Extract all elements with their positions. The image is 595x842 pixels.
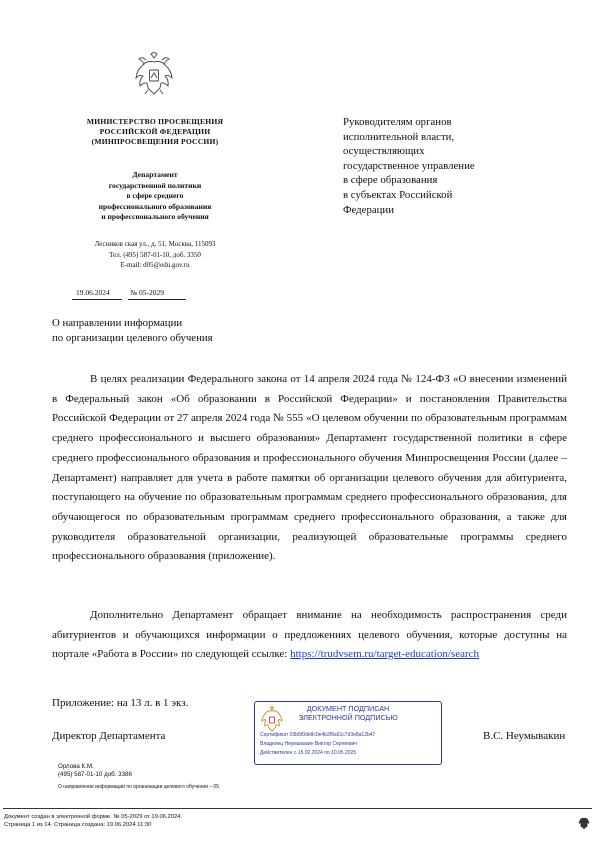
executor-phone: (495) 587-01-10 доб. 3386 [58, 771, 132, 778]
recipient-block [343, 115, 543, 217]
document-date: 19.06.2024 [76, 288, 110, 297]
ministry-line: МИНИСТЕРСТВО ПРОСВЕЩЕНИЯ [86, 117, 224, 126]
ministry-name [55, 117, 255, 147]
recipient-line: осуществляющих [343, 145, 425, 158]
recipient-line: исполнительной власти, [343, 130, 455, 143]
owner-line: Владелец Неумывакин Виктор Сергеевич [260, 741, 357, 747]
executor-note: О направлении информации по организации целевого обучения – 05 [58, 784, 219, 790]
letter-subject [52, 316, 213, 346]
email-line: E-mail: d05@edu.gov.ru [120, 261, 190, 269]
body-paragraph-1: В целях реализации Федерального закона от 14 апреля 2024 года № 124-ФЗ «О внесении изменений в Федеральный закон «Об образовании в Российской Федерации» и постановления Правительства Российской Федерации от 27 апреля 2024 года № 555 «О целевом обучении по образовательным программам среднего профессионального и высшего образования» Департамент государственной политики в сфере среднего профессионального образования и профессионального обучения Минпросвещения России (далее – Департамент) направляет для учета в работе памятки об организации целевого обучения для абитуриента, поступающего на обучение по образовательным программам среднего профессионального образования, для обучающегося по образовательным программам среднего профессионального образования, а также для руководителя образовательной организации, реализующей образовательные программы среднего профессионального образования (приложение). [52, 373, 567, 563]
director-title: Директор Департамента [52, 730, 166, 742]
address-line: Лесников ская ул., д. 51, Москва, 115093 [94, 240, 216, 248]
subject-line: О направлении информации [52, 317, 183, 329]
department-line: профессионального образования [98, 201, 212, 211]
recipient-line: в сфере образования [343, 174, 438, 187]
stamp-title [255, 705, 441, 722]
ministry-line: РОССИЙСКОЙ ФЕДЕРАЦИИ [99, 127, 211, 136]
certificate-line: Сертификат 03b5f0de8c0e4b2f9a61c7d3e8a12b47 [260, 732, 376, 738]
department-line: Департамент [132, 170, 178, 179]
trudvsem-link[interactable]: https://trudvsem.ru/target-education/search [290, 648, 480, 661]
executor-name: Орлова К.М. [58, 763, 94, 770]
russian-emblem-icon [134, 52, 174, 96]
department-line: в сфере среднего [126, 191, 184, 200]
recipient-line: Федерации [343, 203, 394, 216]
electronic-signature-stamp [254, 701, 442, 765]
footer-line: Страница 1 из 14. Страница создана: 19.06.2024 11:30 [4, 822, 152, 828]
footer-emblem-icon [578, 816, 590, 830]
department-line: и профессионального обучения [101, 212, 209, 221]
stamp-title-line: ДОКУМЕНТ ПОДПИСАН [306, 704, 390, 713]
address-line: Тел. (495) 587-01-10, доб. 3350 [109, 250, 201, 259]
footer-line: Документ создан в электронной форме. № 05-2029 от 19.06.2024. [4, 814, 183, 820]
executor-block [58, 763, 219, 791]
paragraph-2-text: Дополнительно Департамент обращает внимание на необходимость распространения среди абитуриентов и обучающихся информации о предложениях целевого обучения, которые доступны на портале «Работа в России» по следующей ссылке: [52, 609, 567, 661]
recipient-line: государственное управление [343, 159, 475, 172]
appendix-note: Приложение: на 13 л. в 1 экз. [52, 697, 189, 709]
date-underline [72, 299, 122, 300]
recipient-line: в субъектах Российской [343, 188, 453, 201]
department-line: государственной политики [108, 180, 202, 190]
number-underline [128, 299, 186, 300]
ministry-line: (МИНПРОСВЕЩЕНИЯ РОССИИ) [91, 137, 219, 146]
department-name [55, 170, 255, 223]
footer-divider [3, 808, 592, 809]
recipient-line: Руководителям органов [343, 116, 452, 128]
document-number: № 05-2029 [130, 288, 165, 297]
body-paragraph-2 [52, 606, 567, 665]
subject-line: по организации целевого обучения [52, 331, 213, 344]
signer-name: В.С. Неумывакин [483, 730, 566, 742]
footer [4, 813, 182, 829]
validity-line: Действителен с 15.02.2024 по 10.05.2025 [260, 750, 357, 756]
stamp-title-line: ЭЛЕКТРОННОЙ ПОДПИСЬЮ [298, 712, 398, 722]
department-address [55, 239, 255, 271]
